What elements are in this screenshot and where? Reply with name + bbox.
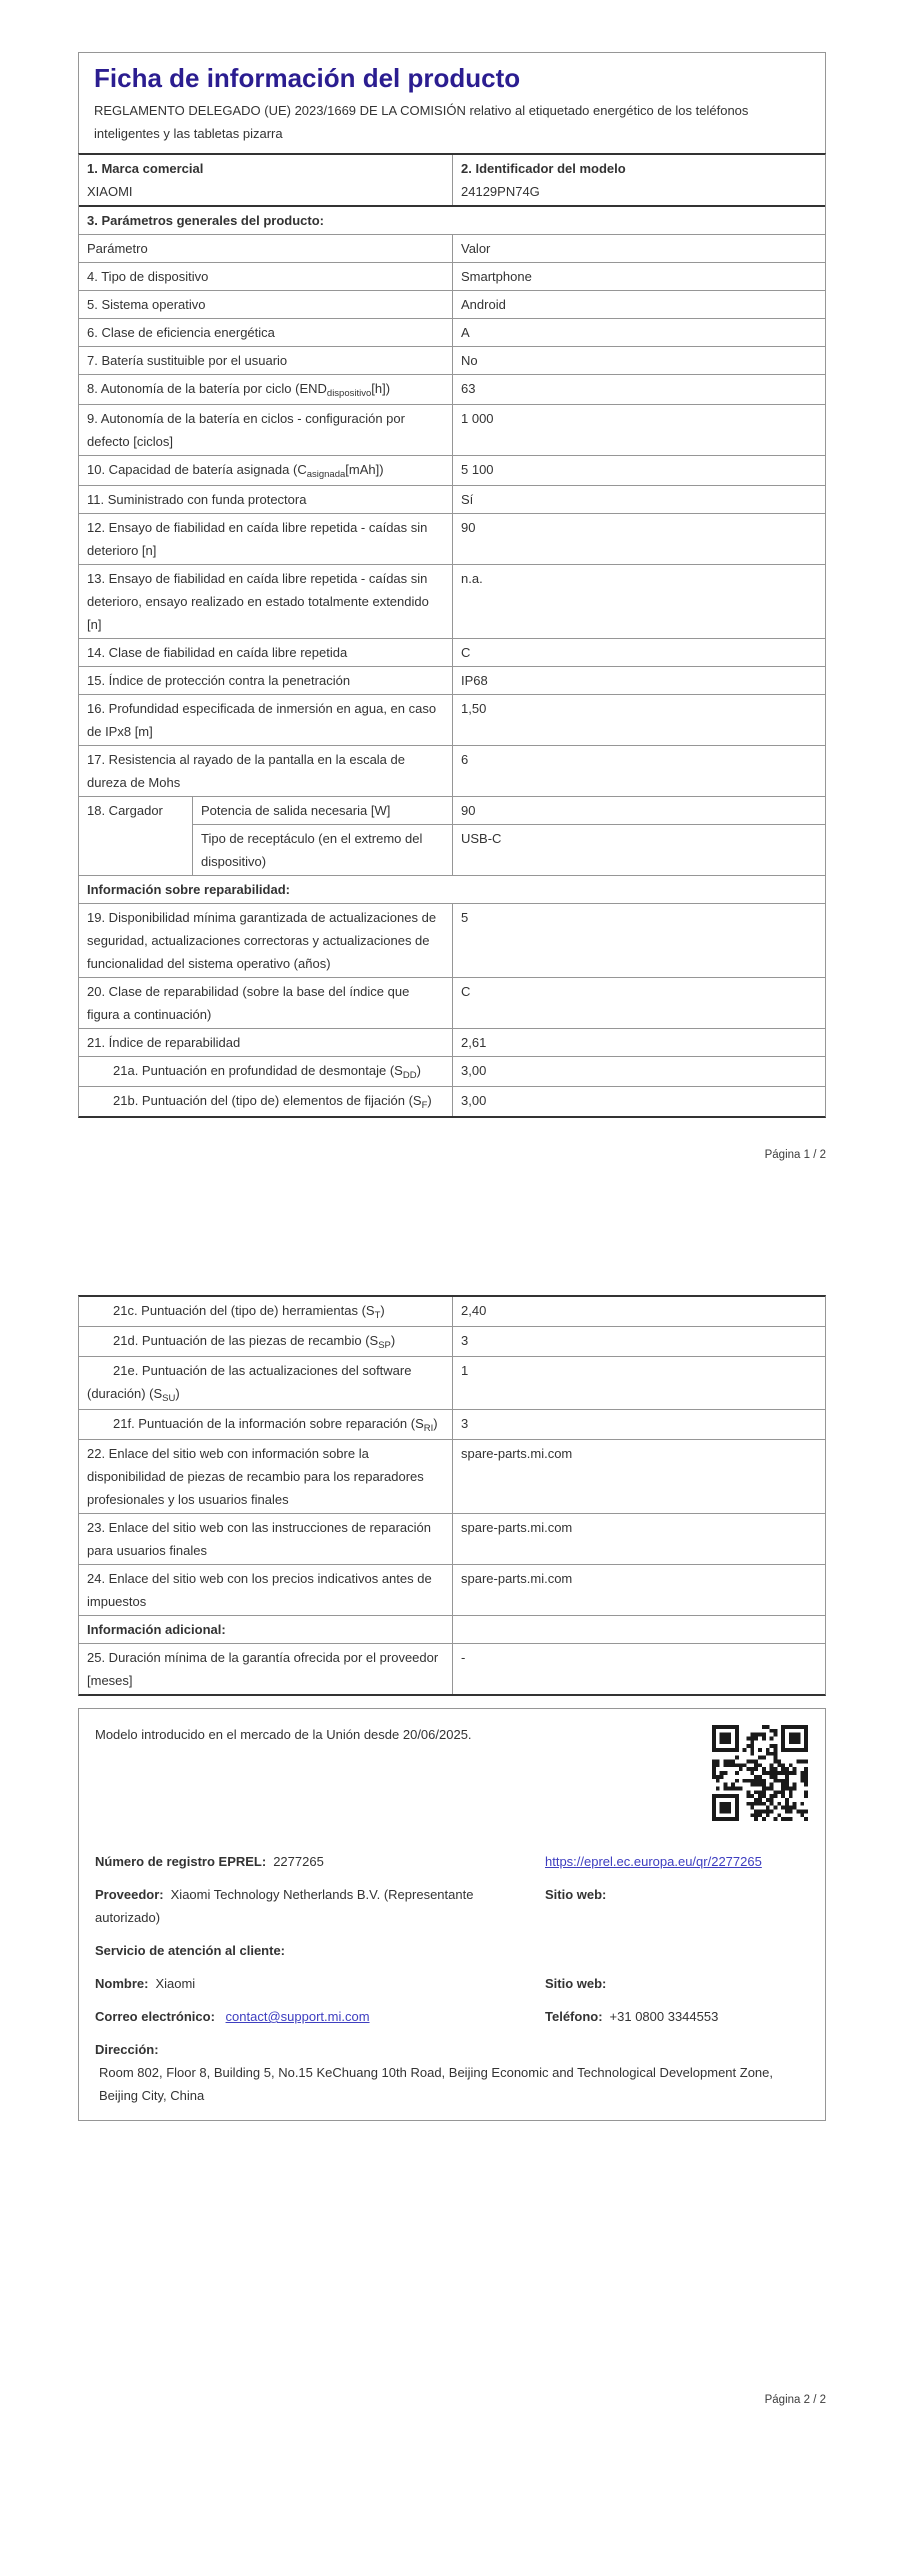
eprel-number: 2277265 bbox=[273, 1854, 324, 1869]
supplier-label: Proveedor: bbox=[95, 1887, 164, 1902]
table-row bbox=[79, 455, 825, 485]
row-value: C bbox=[461, 645, 471, 660]
table-row bbox=[79, 513, 825, 564]
row-value: Valor bbox=[461, 241, 491, 256]
table-row bbox=[79, 404, 825, 455]
table-row bbox=[79, 1439, 825, 1513]
row-value: n.a. bbox=[461, 571, 483, 586]
row-value: IP68 bbox=[461, 673, 488, 688]
row-label: 20. Clase de reparabilidad (sobre la base del índice que figura a continuación) bbox=[79, 978, 453, 1028]
table-row bbox=[79, 564, 825, 638]
row-label: 9. Autonomía de la batería en ciclos - configuración por defecto [ciclos] bbox=[79, 405, 453, 455]
model-cell bbox=[453, 155, 825, 205]
row-value: A bbox=[461, 325, 470, 340]
row-value: 3 bbox=[461, 1416, 469, 1431]
page-title: Ficha de información del producto bbox=[94, 63, 521, 93]
row-value: 2,40 bbox=[461, 1303, 487, 1318]
table-row bbox=[79, 1086, 825, 1116]
regulation-subtitle: REGLAMENTO DELEGADO (UE) 2023/1669 DE LA COMISIÓN relativo al etiquetado energético de los teléfonos inteligentes y las tabletas pizarra bbox=[94, 103, 749, 141]
table-row bbox=[79, 234, 825, 262]
row-label: 22. Enlace del sitio web con información sobre la disponibilidad de piezas de recambio para los reparadores profesionales y los usuarios finales bbox=[79, 1440, 453, 1513]
table-row bbox=[79, 694, 825, 745]
row-value: 3 bbox=[461, 1333, 469, 1348]
fiche-page-1 bbox=[78, 52, 826, 1167]
parameters-table-page1 bbox=[78, 153, 826, 1118]
service-name: Xiaomi bbox=[155, 1976, 196, 1991]
eprel-qr-link[interactable]: https://eprel.ec.europa.eu/qr/2277265 bbox=[545, 1854, 762, 1869]
section-header-label: Información sobre reparabilidad: bbox=[87, 882, 290, 897]
table-row bbox=[79, 1513, 825, 1564]
table-row bbox=[79, 1409, 825, 1439]
row-label: 21c. Puntuación del (tipo de) herramientas $(S_T)$ bbox=[79, 1297, 453, 1326]
charger-subrow bbox=[193, 797, 825, 824]
charger-subrow bbox=[193, 824, 825, 875]
charger-row bbox=[79, 796, 825, 875]
row-label: 21d. Puntuación de las piezas de recambio $(S_{SP})$ bbox=[79, 1327, 453, 1356]
row-value: spare-parts.mi.com bbox=[461, 1571, 573, 1586]
table-row bbox=[79, 374, 825, 404]
row-value: 2,61 bbox=[461, 1035, 487, 1050]
website-label: Sitio web: bbox=[545, 1887, 607, 1902]
eprel-row bbox=[95, 1850, 809, 1873]
row-value: spare-parts.mi.com bbox=[461, 1520, 573, 1535]
table-row bbox=[79, 346, 825, 374]
row-label: 23. Enlace del sitio web con las instrucciones de reparación para usuarios finales bbox=[79, 1514, 453, 1564]
row-label: 5. Sistema operativo bbox=[79, 291, 453, 318]
supplier-row bbox=[95, 1883, 809, 1929]
table-row bbox=[79, 1056, 825, 1086]
brand-label: 1. Marca comercial bbox=[87, 161, 204, 176]
row-label: 7. Batería sustituible por el usuario bbox=[79, 347, 453, 374]
row-label: 21f. Puntuación de la información sobre reparación $(S_{RI})$ bbox=[79, 1410, 453, 1439]
fiche-page-2 bbox=[78, 1295, 826, 2412]
name-label: Nombre: bbox=[95, 1976, 149, 1991]
row-label: 15. Índice de protección contra la penetración bbox=[79, 667, 453, 694]
row-label: 21a. Puntuación en profundidad de desmontaje $(S_{DD})$ bbox=[79, 1057, 453, 1086]
table-row bbox=[79, 638, 825, 666]
section-header-label: 3. Parámetros generales del producto: bbox=[87, 213, 324, 228]
table-row bbox=[79, 1615, 825, 1643]
qr-code bbox=[712, 1725, 808, 1821]
address-block bbox=[95, 2038, 809, 2107]
table-row bbox=[79, 1643, 825, 1694]
model-label: 2. Identificador del modelo bbox=[461, 161, 626, 176]
service-name-row bbox=[95, 1972, 809, 1995]
row-label: 24. Enlace del sitio web con los precios indicativos antes de impuestos bbox=[79, 1565, 453, 1615]
fiche-header bbox=[78, 52, 826, 153]
table-row bbox=[79, 1564, 825, 1615]
customer-service-label: Servicio de atención al cliente: bbox=[95, 1943, 286, 1958]
row-label: 12. Ensayo de fiabilidad en caída libre repetida - caídas sin deterioro [n] bbox=[79, 514, 453, 564]
row-label: 11. Suministrado con funda protectora bbox=[79, 486, 453, 513]
row-value: 1 bbox=[461, 1363, 469, 1378]
table-row bbox=[79, 1297, 825, 1326]
registration-info-box bbox=[78, 1708, 826, 2121]
row-value: 6 bbox=[461, 752, 469, 767]
row-value: USB-C bbox=[461, 831, 502, 846]
row-label: 13. Ensayo de fiabilidad en caída libre repetida - caídas sin deterioro, ensayo realizado en estado totalmente extendido [n] bbox=[79, 565, 453, 638]
product-fiche-page bbox=[78, 0, 826, 2412]
brand-model-row bbox=[79, 155, 825, 207]
table-row bbox=[79, 1326, 825, 1356]
row-value: 1,50 bbox=[461, 701, 487, 716]
table-row bbox=[79, 262, 825, 290]
table-row bbox=[79, 290, 825, 318]
row-label: 8. Autonomía de la batería por ciclo $(END_{dispositivo}[h])$ bbox=[79, 375, 453, 404]
row-label: 6. Clase de eficiencia energética bbox=[79, 319, 453, 346]
contact-row bbox=[95, 2005, 809, 2028]
row-label: 10. Capacidad de batería asignada $(C_{asignada}[mAh])$ bbox=[79, 456, 453, 485]
table-row bbox=[79, 745, 825, 796]
charger-subrows bbox=[193, 797, 825, 875]
phone-label: Teléfono: bbox=[545, 2009, 603, 2024]
address-value: Room 802, Floor 8, Building 5, No.15 KeChuang 10th Road, Beijing Economic and Technological Development Zone, Beijing City, China bbox=[99, 2065, 774, 2103]
row-value: 5 bbox=[461, 910, 469, 925]
charger-label: 18. Cargador bbox=[79, 797, 193, 875]
row-value: spare-parts.mi.com bbox=[461, 1446, 573, 1461]
row-value: Android bbox=[461, 297, 506, 312]
row-label: 21. Índice de reparabilidad bbox=[79, 1029, 453, 1056]
row-label: Tipo de receptáculo (en el extremo del dispositivo) bbox=[193, 825, 453, 875]
row-value: 90 bbox=[461, 803, 476, 818]
row-value bbox=[453, 1616, 825, 1643]
row-value: C bbox=[461, 984, 471, 999]
table-row bbox=[79, 485, 825, 513]
row-value: Smartphone bbox=[461, 269, 532, 284]
table-row bbox=[79, 1356, 825, 1409]
model-value: 24129PN74G bbox=[461, 184, 540, 199]
row-value: - bbox=[461, 1650, 466, 1665]
page-footer-2: Página 2 / 2 bbox=[764, 2394, 826, 2406]
section-header-row bbox=[79, 207, 825, 234]
row-value: 5 100 bbox=[461, 462, 494, 477]
email-label: Correo electrónico: bbox=[95, 2009, 215, 2024]
row-value: 3,00 bbox=[461, 1063, 487, 1078]
row-label: 17. Resistencia al rayado de la pantalla en la escala de dureza de Mohs bbox=[79, 746, 453, 796]
eprel-label: Número de registro EPREL: bbox=[95, 1854, 267, 1869]
brand-cell bbox=[79, 155, 453, 205]
row-value: 90 bbox=[461, 520, 476, 535]
section-header-row bbox=[79, 875, 825, 903]
parameters-table-page2 bbox=[78, 1295, 826, 1696]
row-value: Sí bbox=[461, 492, 474, 507]
supplier-name: Xiaomi Technology Netherlands B.V. (Representante autorizado) bbox=[95, 1887, 474, 1925]
address-label: Dirección: bbox=[95, 2042, 159, 2057]
row-value: 63 bbox=[461, 381, 476, 396]
row-value: 1 000 bbox=[461, 411, 494, 426]
table-row bbox=[79, 977, 825, 1028]
row-label: 19. Disponibilidad mínima garantizada de actualizaciones de seguridad, actualizaciones correctoras y actualizaciones de funcionalidad del sistema operativo (años) bbox=[79, 904, 453, 977]
table-row bbox=[79, 666, 825, 694]
market-intro-text: Modelo introducido en el mercado de la Unión desde 20/06/2025. bbox=[95, 1727, 472, 1742]
row-label: Potencia de salida necesaria [W] bbox=[193, 797, 453, 824]
row-value: No bbox=[461, 353, 478, 368]
row-label: 21b. Puntuación del (tipo de) elementos de fijación $(S_F)$ bbox=[79, 1087, 453, 1116]
row-label: Parámetro bbox=[79, 235, 453, 262]
website-label-2: Sitio web: bbox=[545, 1976, 607, 1991]
row-label: 4. Tipo de dispositivo bbox=[79, 263, 453, 290]
table-row bbox=[79, 903, 825, 977]
table-row bbox=[79, 318, 825, 346]
row-label: 14. Clase de fiabilidad en caída libre repetida bbox=[79, 639, 453, 666]
support-email-link[interactable]: contact@support.mi.com bbox=[225, 2009, 370, 2024]
page-footer-1: Página 1 / 2 bbox=[764, 1149, 826, 1161]
row-label: 25. Duración mínima de la garantía ofrecida por el proveedor [meses] bbox=[79, 1644, 453, 1694]
phone-number: +31 0800 3344553 bbox=[609, 2009, 719, 2024]
table-row bbox=[79, 1028, 825, 1056]
row-label: 21e. Puntuación de las actualizaciones del software (duración) $(S_{SU})$ bbox=[79, 1357, 453, 1409]
row-value: 3,00 bbox=[461, 1093, 487, 1108]
row-label: Información adicional: bbox=[79, 1616, 453, 1643]
row-label: 16. Profundidad especificada de inmersión en agua, en caso de IPx8 [m] bbox=[79, 695, 453, 745]
brand-value: XIAOMI bbox=[87, 184, 133, 199]
